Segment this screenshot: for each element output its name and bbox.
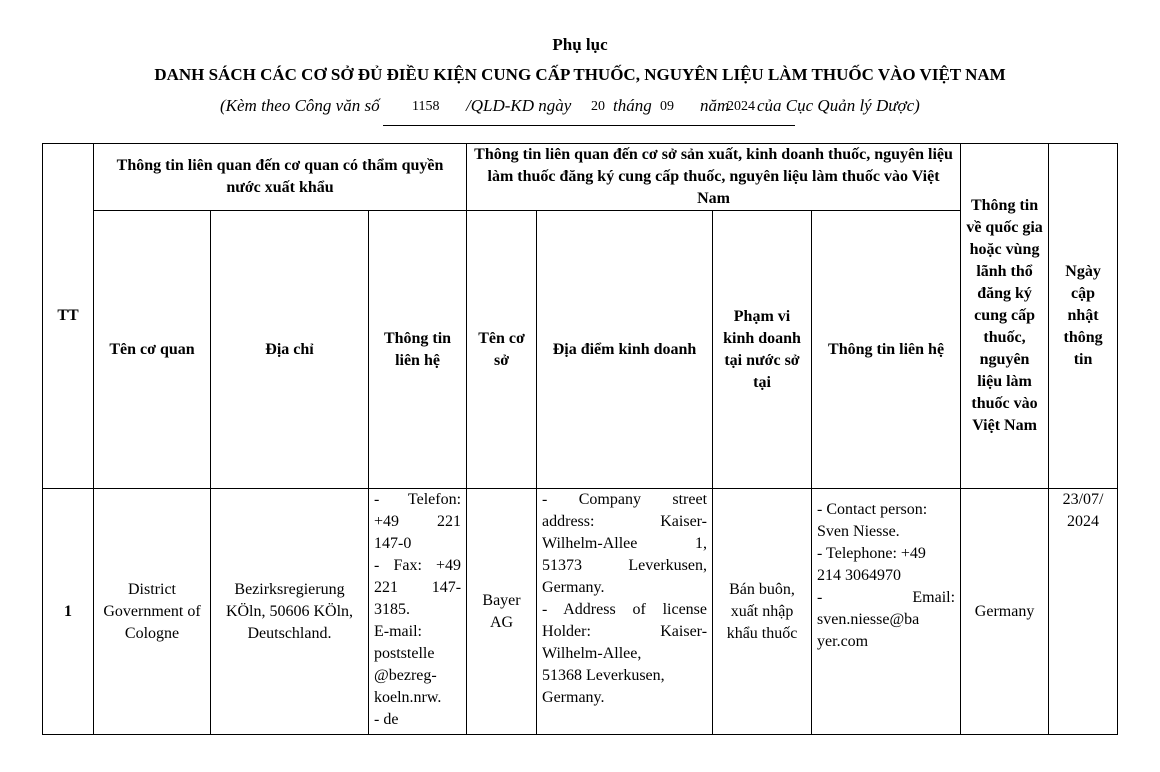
facility-location-line: - Address of license [542,601,708,618]
subtitle-part-3: tháng [613,96,652,115]
subtitle-year: 2024 [727,99,755,114]
facility-contact-line: - Telephone: +49 [817,545,926,562]
row-authority-address: Bezirksregierung KÖln, 50606 KÖln, Deutschland. [211,489,369,735]
header-authority-name: Tên cơ quan [94,211,211,489]
header-authority-group: Thông tin liên quan đến cơ quan có thẩm quyền nước xuất khẩu [94,144,467,211]
row-facility-name: Bayer AG [467,489,537,735]
header-facility-location: Địa điểm kinh doanh [537,211,713,489]
facility-contact-line: - Email: [817,589,956,606]
facility-location-line: - Company street [542,491,708,508]
header-country: Thông tin về quốc gia hoặc vùng lãnh thổ đăng ký cung cấp thuốc, nguyên liệu làm thuốc vào Việt Nam [961,144,1049,489]
header-row-group [43,144,1118,211]
facility-location-line: 51373 Leverkusen, [542,557,708,574]
authority-contact-line: - Telefon: [374,491,462,508]
authority-contact-line: koeln.nrw. [374,689,442,706]
facility-contact-line: sven.niesse@ba [817,611,920,628]
authority-contact-line: poststelle [374,645,435,662]
authority-contact-line: - Fax: +49 [374,557,462,574]
subtitle-part-2: /QLD-KD ngày [466,96,572,115]
row-country: Germany [961,489,1049,735]
header-authority-contact: Thông tin liên hệ [369,211,467,489]
header-updated: Ngày cập nhật thông tin [1049,144,1118,489]
authority-contact-line: 221 147- [374,579,462,596]
row-tt: 1 [43,489,94,735]
facility-location-line: Wilhelm-Allee 1, [542,535,708,552]
authority-contact-line: +49 221 [374,513,462,530]
header-tt: TT [43,144,94,489]
authority-contact-line: 3185. [374,601,410,618]
facility-location-line: 51368 Leverkusen, [542,667,665,684]
header-facility-contact: Thông tin liên hệ [812,211,961,489]
header-facility-name: Tên cơ sở [467,211,537,489]
subtitle-part-4: năm [700,96,730,115]
authority-contact-line: @bezreg- [374,667,437,684]
header-facility-group: Thông tin liên quan đến cơ sở sản xuất, kinh doanh thuốc, nguyên liệu làm thuốc đăng ký cung cấp thuốc, nguyên liệu làm thuốc vào Việt Nam [467,144,961,211]
facility-contact-line: yer.com [817,633,869,650]
document-title: DANH SÁCH CÁC CƠ SỞ ĐỦ ĐIỀU KIỆN CUNG CẤP THUỐC, NGUYÊN LIỆU LÀM THUỐC VÀO VIỆT NAM [154,65,1006,84]
subtitle-part-1: (Kèm theo Công văn số [220,96,380,115]
row-business-scope: Bán buôn, xuất nhập khẩu thuốc [713,489,812,735]
document-subtitle [220,96,940,120]
header-business-scope: Phạm vi kinh doanh tại nước sở tại [713,211,812,489]
facility-contact-line: 214 3064970 [817,567,902,584]
subtitle-month: 09 [660,99,674,114]
facility-table [42,143,1118,735]
row-facility-location [537,489,713,735]
table-row [43,489,1118,735]
authority-contact-line: - de [374,711,399,728]
facility-location-line: Germany. [542,579,605,596]
dispatch-number: 1158 [412,99,440,114]
appendix-label: Phụ lục [552,35,608,54]
header-authority-address: Địa chỉ [211,211,369,489]
subtitle-day: 20 [591,99,605,114]
authority-contact-line: 147-0 [374,535,412,552]
authority-contact-line: E-mail: [374,623,422,640]
facility-location-line: Holder: Kaiser- [542,623,708,640]
subtitle-part-5: của Cục Quản lý Dược) [757,96,920,115]
row-facility-contact [812,489,961,735]
header-row-columns [43,211,1118,489]
facility-contact-line: - Contact person: [817,501,928,518]
row-authority-contact [369,489,467,735]
facility-contact-line: Sven Niesse. [817,523,900,540]
row-updated: 23/07/ 2024 [1049,489,1118,735]
facility-location-line: address: Kaiser- [542,513,708,530]
facility-location-line: Wilhelm-Allee, [542,645,642,662]
facility-location-line: Germany. [542,689,605,706]
row-authority-name: District Government of Cologne [94,489,211,735]
subtitle-underline [383,125,795,126]
